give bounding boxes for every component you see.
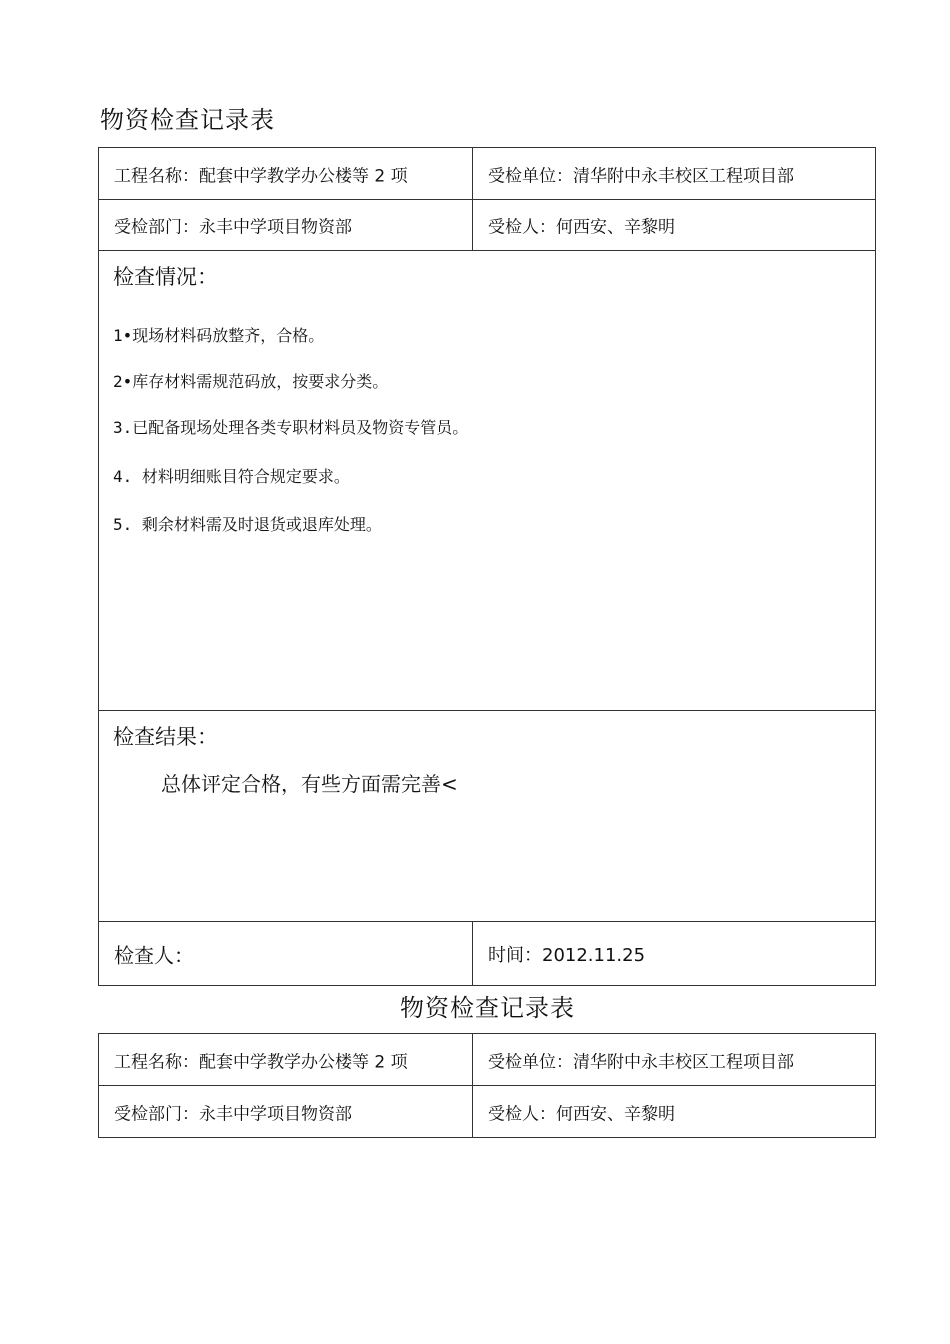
form1-table bbox=[98, 147, 876, 986]
form2-title: 物资检查记录表 bbox=[400, 994, 575, 1022]
form2-project: 工程名称：配套中学教学办公楼等 2 项 bbox=[114, 1052, 408, 1072]
form2-row-project bbox=[99, 1034, 875, 1086]
situation-item-4: 4. 材料明细账目符合规定要求。 bbox=[113, 467, 350, 486]
form1-inspectee-cell bbox=[473, 200, 875, 250]
form1-unit-cell bbox=[473, 148, 875, 199]
inspector-cell bbox=[99, 922, 473, 985]
inspector-label: 检查人： bbox=[114, 943, 194, 967]
form1-title: 物资检查记录表 bbox=[100, 106, 275, 134]
situation-item-5: 5. 剩余材料需及时退货或退库处理。 bbox=[113, 515, 382, 534]
situation-item-2: 2•库存材料需规范码放，按要求分类。 bbox=[113, 372, 389, 391]
form2-row-department bbox=[99, 1086, 875, 1137]
form2-unit: 受检单位：清华附中永丰校区工程项目部 bbox=[488, 1052, 794, 1072]
form1-project: 工程名称：配套中学教学办公楼等 2 项 bbox=[114, 166, 408, 186]
time-cell bbox=[473, 922, 875, 985]
form2-inspectee: 受检人：何西安、辛黎明 bbox=[488, 1104, 675, 1124]
form2-inspectee-cell bbox=[473, 1086, 875, 1137]
form1-inspectee: 受检人：何西安、辛黎明 bbox=[488, 217, 675, 238]
form1-row-department bbox=[99, 200, 875, 251]
form1-result-section bbox=[99, 711, 875, 922]
situation-item-3: 3.已配备现场处理各类专职材料员及物资专管员。 bbox=[113, 418, 469, 437]
inspection-time: 时间：2012.11.25 bbox=[488, 944, 646, 966]
form1-department-cell bbox=[99, 200, 473, 250]
form1-department: 受检部门：永丰中学项目物资部 bbox=[114, 217, 352, 238]
form2-unit-cell bbox=[473, 1034, 875, 1085]
form1-row-project bbox=[99, 148, 875, 200]
form1-situation-section bbox=[99, 251, 875, 711]
form1-row-signature bbox=[99, 922, 875, 985]
form1-project-cell bbox=[99, 148, 473, 199]
result-text: 总体评定合格，有些方面需完善< bbox=[161, 772, 458, 796]
form2-department-cell bbox=[99, 1086, 473, 1137]
form2-table bbox=[98, 1033, 876, 1138]
form1-unit: 受检单位：清华附中永丰校区工程项目部 bbox=[488, 166, 794, 186]
form2-project-cell bbox=[99, 1034, 473, 1085]
form2-department: 受检部门：永丰中学项目物资部 bbox=[114, 1104, 352, 1124]
situation-heading: 检查情况： bbox=[113, 265, 218, 289]
result-heading: 检查结果： bbox=[113, 725, 218, 749]
situation-item-1: 1•现场材料码放整齐，合格。 bbox=[113, 326, 325, 345]
